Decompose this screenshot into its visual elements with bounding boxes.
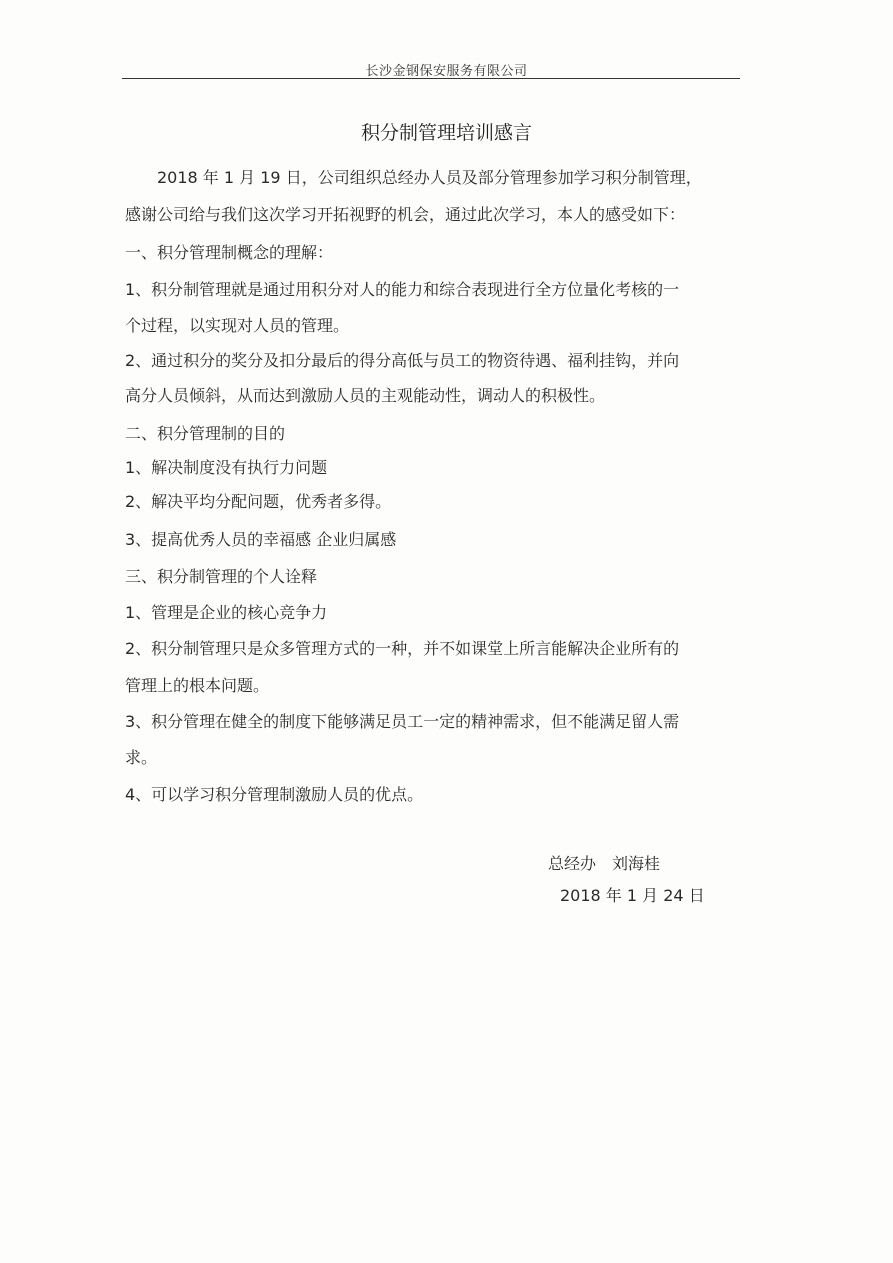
paragraph-line: 2、积分制管理只是众多管理方式的一种，并不如课堂上所言能解决企业所有的 <box>125 639 680 658</box>
section-heading: 三、积分制管理的个人诠释 <box>125 567 318 586</box>
paragraph-line: 高分人员倾斜，从而达到激励人员的主观能动性，调动人的积极性。 <box>125 386 606 405</box>
paragraph-line: 1、积分制管理就是通过用积分对人的能力和综合表现进行全方位量化考核的一 <box>125 280 680 299</box>
signature-name: 总经办 刘海桂 <box>548 854 661 873</box>
letterhead-rule <box>122 78 740 79</box>
list-item: 1、解决制度没有执行力问题 <box>125 458 328 477</box>
paragraph-line: 感谢公司给与我们这次学习开拓视野的机会，通过此次学习，本人的感受如下： <box>125 205 686 224</box>
paragraph-line: 管理上的根本问题。 <box>125 676 270 695</box>
section-heading: 二、积分管理制的目的 <box>125 424 286 443</box>
paragraph-line: 3、积分管理在健全的制度下能够满足员工一定的精神需求，但不能满足留人需 <box>125 712 680 731</box>
paragraph-line: 个过程，以实现对人员的管理。 <box>125 316 350 335</box>
section-heading: 一、积分管理制概念的理解： <box>125 243 334 262</box>
signature-date: 2018 年 1 月 24 日 <box>560 886 705 905</box>
list-item: 3、提高优秀人员的幸福感 企业归属感 <box>125 530 397 549</box>
paragraph-line: 求。 <box>125 748 158 767</box>
list-item: 2、解决平均分配问题，优秀者多得。 <box>125 492 392 511</box>
list-item: 1、管理是企业的核心竞争力 <box>125 603 328 622</box>
document-title: 积分制管理培训感言 <box>360 122 532 144</box>
list-item: 4、可以学习积分管理制激励人员的优点。 <box>125 785 424 804</box>
paragraph-line: 2018 年 1 月 19 日，公司组织总经办人员及部分管理参加学习积分制管理， <box>125 168 702 187</box>
letterhead-company: 长沙金钢保安服务有限公司 <box>365 64 528 79</box>
paragraph-line: 2、通过积分的奖分及扣分最后的得分高低与员工的物资待遇、福利挂钩，并向 <box>125 351 680 370</box>
